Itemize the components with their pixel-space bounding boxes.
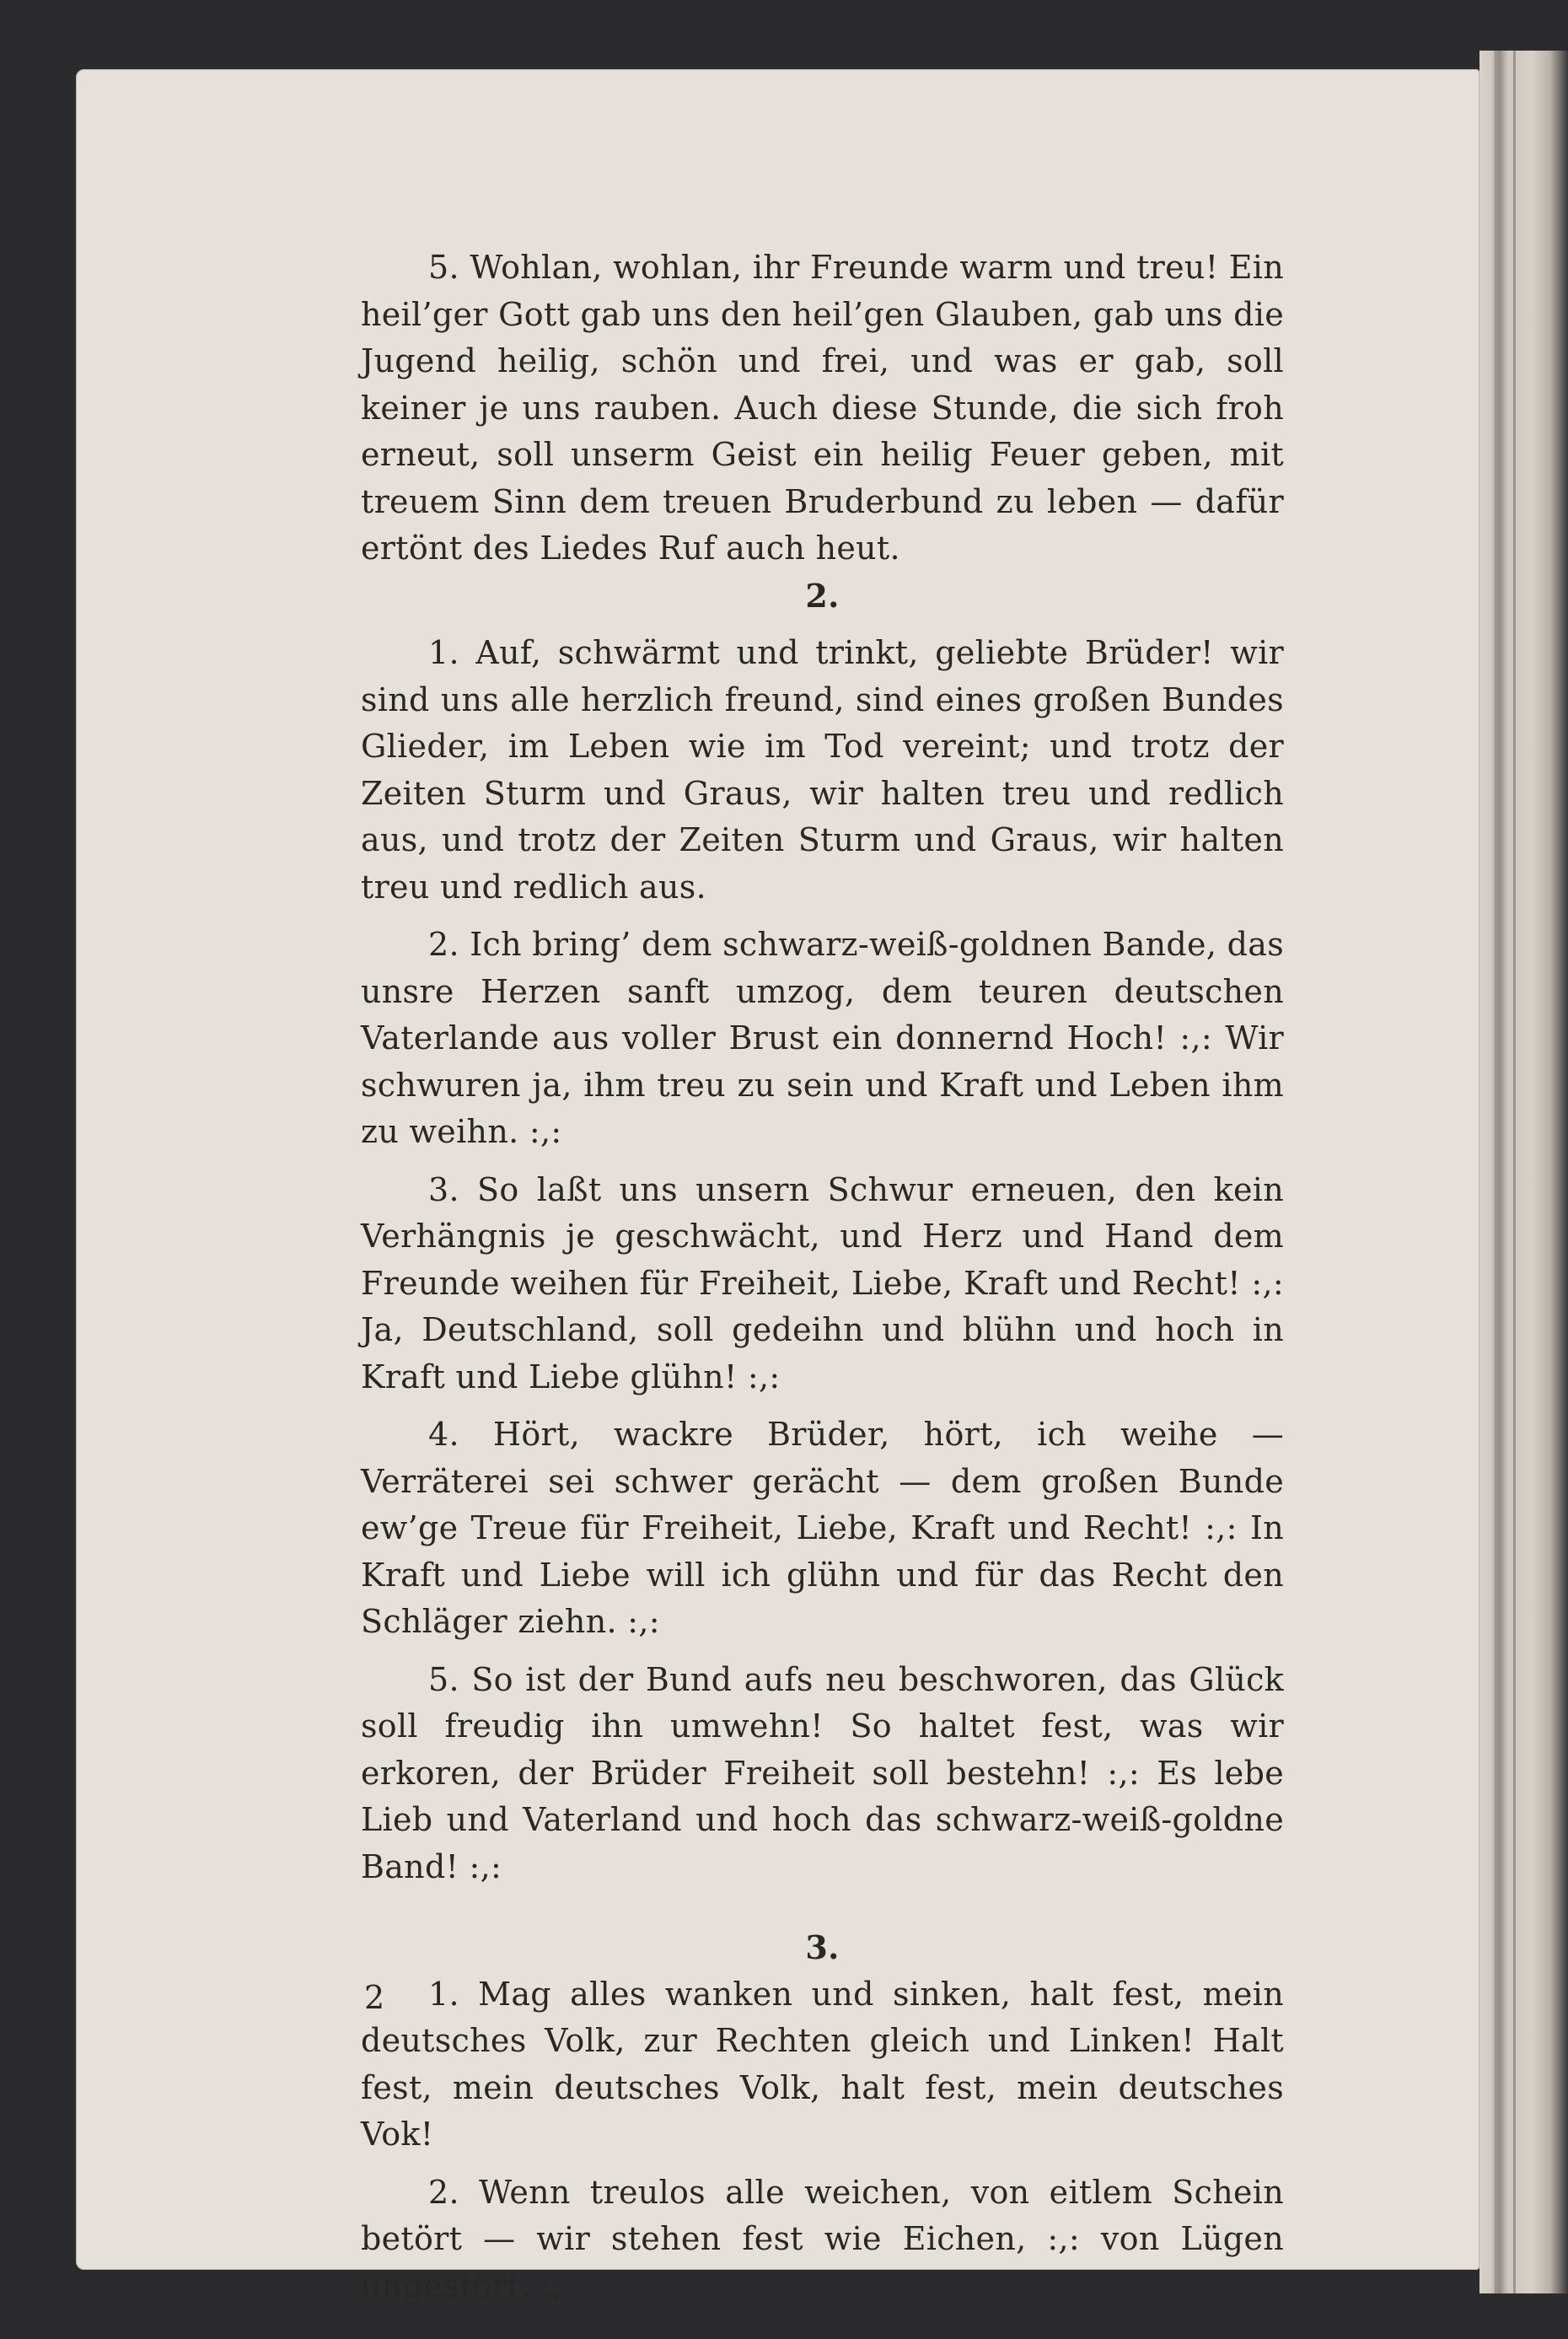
stanza-paragraph: 3. So laßt uns unsern Schwur erneuen, den kein Verhängnis je geschwächt, und Herz und Hand dem Freunde weihen für Freiheit, Liebe, Kraft und Recht! :,: Ja, Deutschland, soll gedeihn und blühn und hoch in Kraft und Liebe glühn! :,: <box>361 1170 1284 1395</box>
section-number: 2. <box>805 576 840 615</box>
stanza-paragraph: 2. Ich bring’ dem schwarz-weiß-goldnen Bande, das unsre Herzen sanft umzog, dem teuren deutschen Vaterlande aus voller Brust ein donnernd Hoch! :,: Wir schwuren ja, ihm treu zu sein und Kraft und Leben ihm zu weihn. :,: <box>361 926 1284 1150</box>
page-edge-right <box>1479 51 1568 2293</box>
section-number: 3. <box>805 1928 840 1966</box>
stanza-paragraph: 5. Wohlan, wohlan, ihr Freunde warm und treu! Ein heil’ger Gott gab uns den heil’gen Glauben, gab uns die Jugend heilig, schön und frei, und was er gab, soll keiner je uns rauben. Auch diese Stunde, die sich froh erneut, soll unserm Geist ein heilig Feuer geben, mit treuem Sinn dem treuen Bruderbund zu leben — dafür ertönt des Liedes Ruf auch heut. <box>361 249 1284 567</box>
page-text <box>361 245 1284 2309</box>
page-number: 2 <box>364 1979 385 2016</box>
stanza-paragraph: 2. Wenn treulos alle weichen, von eitlem Schein betört — wir stehen fest wie Eichen, :,: von Lügen ungestört. :,: <box>361 2173 1284 2304</box>
stanza-paragraph: 4. Hört, wackre Brüder, hört, ich weihe — Verräterei sei schwer gerächt — dem großen Bunde ew’ge Treue für Freiheit, Liebe, Kraft und Recht! :,: In Kraft und Liebe will ich glühn und für das Recht den Schläger ziehn. :,: <box>361 1416 1284 1640</box>
stanza-paragraph: 1. Mag alles wanken und sinken, halt fest, mein deutsches Volk, zur Rechten gleich und Linken! Halt fest, mein deutsches Volk, halt fest, mein deutsches Vok! <box>361 1975 1284 2153</box>
stanza-paragraph: 5. So ist der Bund aufs neu beschworen, das Glück soll freudig ihn umwehn! So haltet fest, was wir erkoren, der Brüder Freiheit soll bestehn! :,: Es lebe Lieb und Vaterland und hoch das schwarz-weiß-goldne Band! :,: <box>361 1660 1284 1885</box>
stanza-paragraph: 1. Auf, schwärmt und trinkt, geliebte Brüder! wir sind uns alle herzlich freund, sind eines großen Bundes Glieder, im Leben wie im Tod vereint; und trotz der Zeiten Sturm und Graus, wir halten treu und redlich aus, und trotz der Zeiten Sturm und Graus, wir halten treu und redlich aus. <box>361 634 1284 906</box>
page-edge-line <box>1495 51 1497 2293</box>
page-edge-line <box>1513 51 1516 2293</box>
